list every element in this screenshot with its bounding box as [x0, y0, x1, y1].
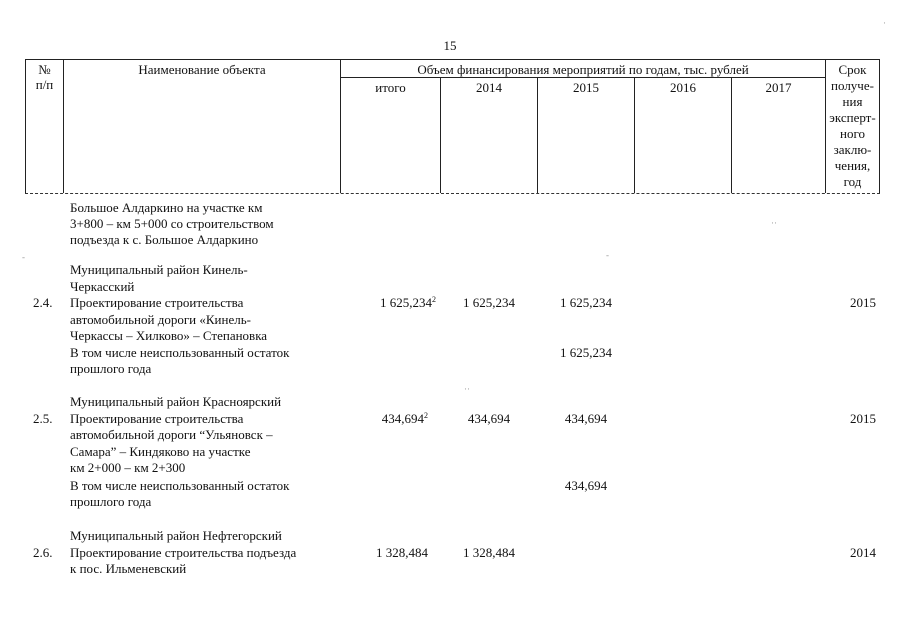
row-2-4-sub-2015: 1 625,234	[560, 345, 612, 360]
row-2-5-num: 2.5.	[33, 411, 53, 426]
header-name: Наименование объекта	[138, 62, 266, 77]
row-2-4-deadline: 2015	[850, 295, 876, 310]
row-2-6-2014: 1 328,484	[463, 545, 515, 560]
row-2-5-2015: 434,694	[564, 411, 608, 426]
scan-speck: ‐	[22, 252, 25, 262]
row-2-4-total-value: 1 625,234	[380, 295, 432, 310]
table-right-border	[879, 59, 880, 193]
row-2-5-deadline: 2015	[850, 411, 876, 426]
header-year-2016: 2016	[670, 80, 696, 95]
row-2-4-2015: 1 625,234	[560, 295, 612, 310]
row-2-6-deadline: 2014	[850, 545, 876, 560]
row-2-6-name: Муниципальный район Нефтегорский Проектирование строительства подъезда к пос. Ильменевский	[70, 528, 297, 576]
continuation-text: Большое Алдаркино на участке км 3+800 – км 5+000 со строительством подъезда к с. Большое Алдаркино	[70, 200, 274, 247]
scan-speck: ··	[771, 218, 777, 228]
row-2-6-total: 1 328,484	[376, 545, 428, 560]
header-total: итого	[375, 80, 406, 95]
table-top-border	[25, 59, 880, 60]
header-deadline: Срок получе- ния эксперт- ного заклю- чения, год	[829, 62, 876, 189]
row-2-4-footnote: 2	[432, 295, 436, 304]
header-funding: Объем финансирования мероприятий по годам, тыс. рублей	[417, 62, 749, 77]
row-2-5-2014: 434,694	[467, 411, 511, 426]
row-2-4-total	[340, 295, 436, 310]
row-2-5-total-value: 434,694	[381, 411, 424, 426]
header-num: № п/п	[35, 62, 54, 92]
row-2-5-name: Муниципальный район Красноярский Проектирование строительства автомобильной дороги “Ульяновск – Самара” – Киндяково на участке км 2+000 – км 2+300	[70, 394, 282, 475]
row-2-5-sub-2015: 434,694	[564, 478, 608, 493]
header-year-2015: 2015	[573, 80, 599, 95]
scan-speck: ‐	[606, 250, 609, 260]
scan-speck: ·	[883, 18, 886, 28]
row-2-5-total	[340, 411, 428, 426]
row-2-6-num: 2.6.	[33, 545, 53, 560]
header-bottom-border	[25, 193, 880, 194]
row-2-4-sub-label: В том числе неиспользованный остаток прошлого года	[70, 345, 290, 376]
funding-subheader-divider	[340, 77, 825, 78]
row-2-5-sub-label: В том числе неиспользованный остаток прошлого года	[70, 478, 290, 509]
row-2-4-2014: 1 625,234	[463, 295, 515, 310]
page-number: 15	[443, 38, 457, 53]
row-2-4-name: Муниципальный район Кинель- Черкасский Проектирование строительства автомобильной дороги «Кинель- Черкассы – Хилково» – Степановка	[70, 262, 268, 343]
header-year-2014: 2014	[476, 80, 502, 95]
row-2-5-footnote: 2	[424, 411, 428, 420]
row-2-4-num: 2.4.	[33, 295, 53, 310]
col-divider-num	[63, 59, 64, 193]
scan-speck: ··	[464, 384, 470, 394]
header-year-2017: 2017	[765, 80, 792, 95]
